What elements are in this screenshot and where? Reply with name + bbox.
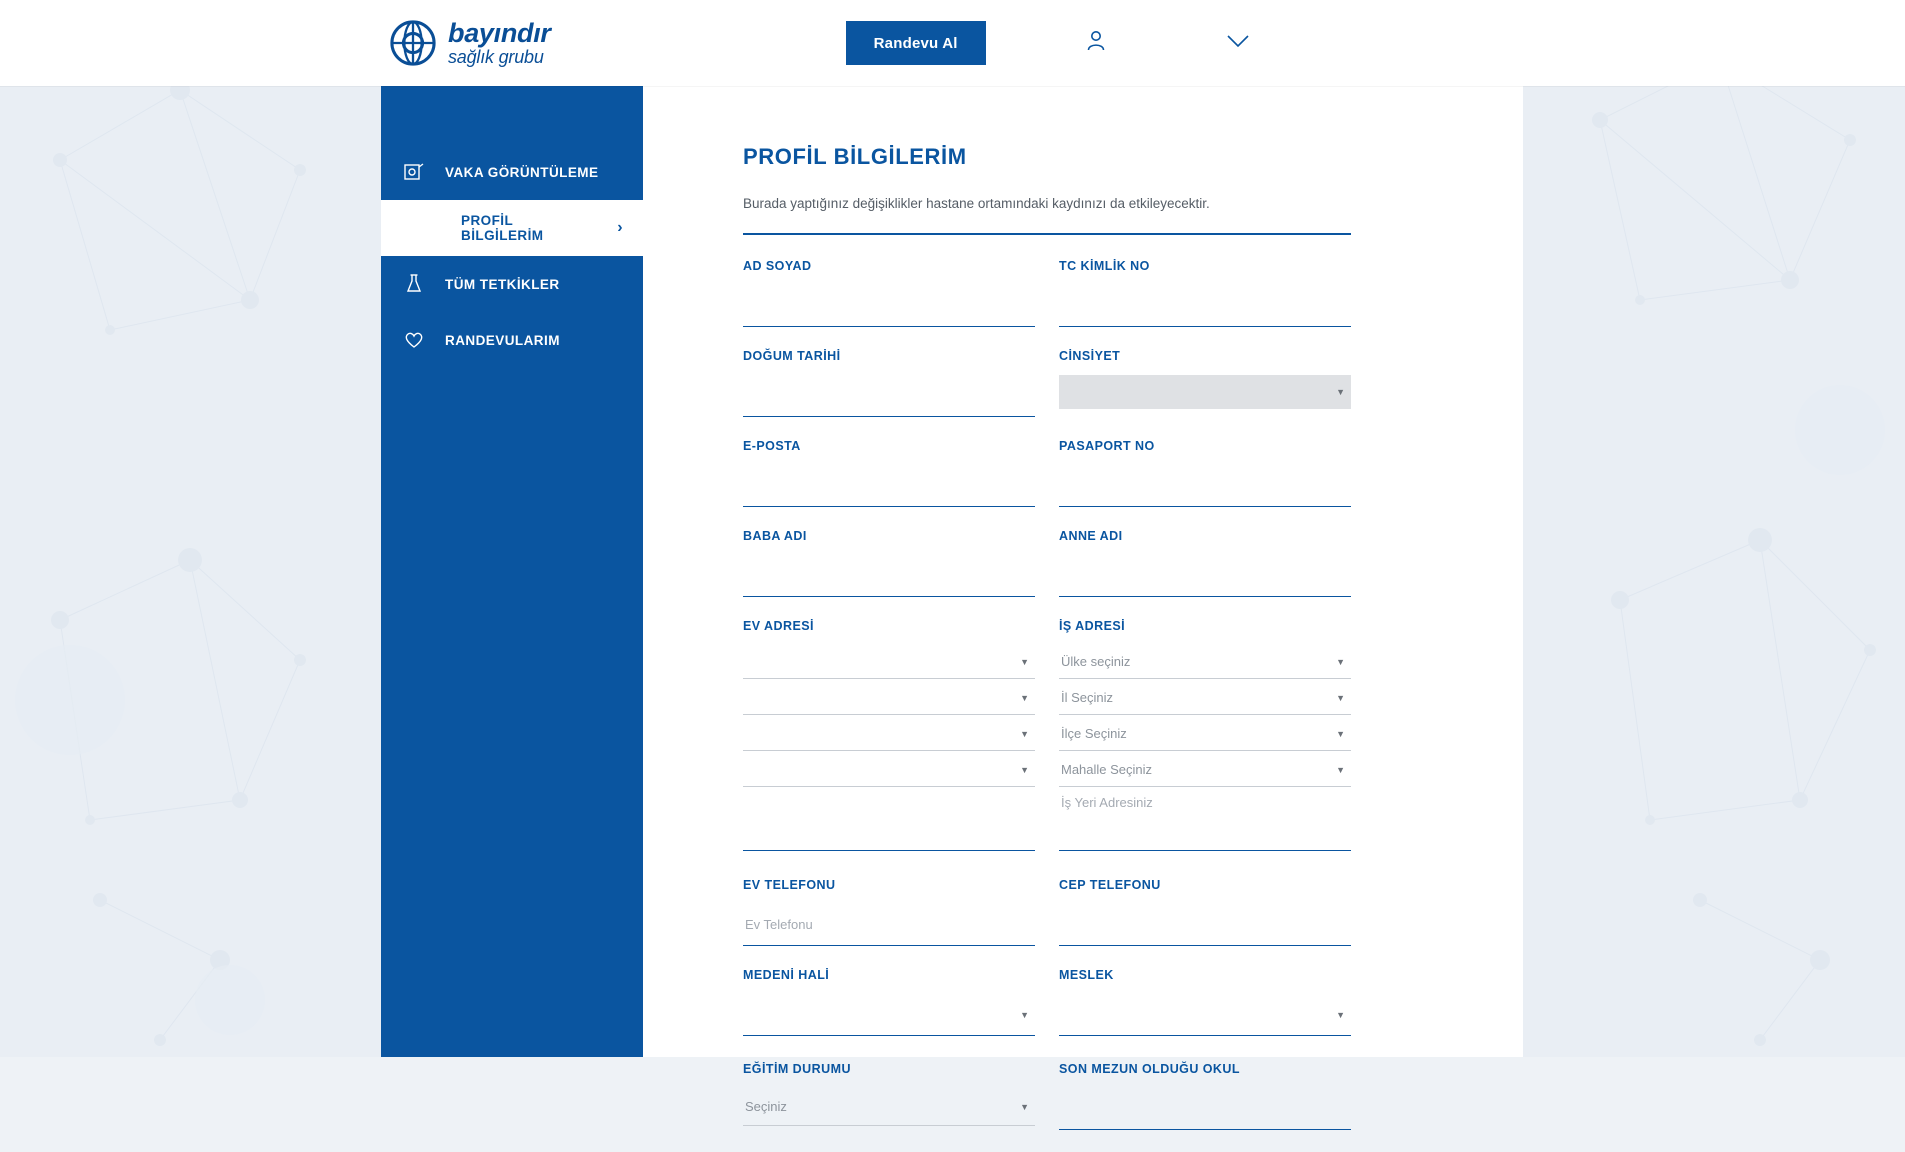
field-ad-soyad xyxy=(743,259,1035,327)
field-label: TC KİMLİK NO xyxy=(1059,259,1150,273)
logo-title: bayındır xyxy=(448,18,551,49)
field-label: BABA ADI xyxy=(743,529,807,543)
field-medeni-hali xyxy=(743,968,1035,1040)
field-label: MESLEK xyxy=(1059,968,1114,982)
is-adresi-selects xyxy=(1059,645,1351,787)
field-label: İŞ ADRESİ xyxy=(1059,619,1126,633)
field-label: E-POSTA xyxy=(743,439,801,453)
field-label: EV TELEFONU xyxy=(743,878,836,892)
chevron-down-icon: ▼ xyxy=(1020,656,1029,667)
tc-kimlik-no-input[interactable] xyxy=(1059,285,1351,327)
chevron-down-icon: ▼ xyxy=(1336,692,1345,703)
chevron-right-icon: › xyxy=(617,219,623,236)
selected-value: Seçiniz xyxy=(745,1099,787,1114)
user-account-button[interactable] xyxy=(1086,30,1106,57)
meslek-select[interactable] xyxy=(1059,994,1351,1036)
chevron-down-icon: ▼ xyxy=(1336,656,1345,667)
ev-adresi-ilce-select[interactable] xyxy=(743,717,1035,751)
sidebar-top-spacer xyxy=(381,86,643,144)
sidebar-item-label: TÜM TETKİKLER xyxy=(445,276,560,292)
sidebar-item-vaka-goruntuleme[interactable] xyxy=(381,144,643,200)
logo-subtitle: sağlık grubu xyxy=(448,46,544,67)
is-adresi-textarea[interactable] xyxy=(1059,789,1351,851)
field-label: PASAPORT NO xyxy=(1059,439,1155,453)
is-adresi-ulke-select[interactable] xyxy=(1059,645,1351,679)
field-label: DOĞUM TARİHİ xyxy=(743,349,841,363)
chevron-down-icon: ▼ xyxy=(1336,387,1345,397)
ev-telefonu-input[interactable] xyxy=(743,904,1035,946)
page-subtitle: Burada yaptığınız değişiklikler hastane ortamındaki kaydınızı da etkileyecektir. xyxy=(743,196,1210,211)
profile-form-panel xyxy=(643,86,1523,1114)
field-baba-adi xyxy=(743,529,1035,597)
field-tc-kimlik-no xyxy=(1059,259,1351,327)
is-adresi-mahalle-select[interactable] xyxy=(1059,753,1351,787)
field-label: CEP TELEFONU xyxy=(1059,878,1161,892)
field-anne-adi xyxy=(1059,529,1351,597)
selected-value: Ülke seçiniz xyxy=(1061,654,1131,669)
son-mezun-okul-input[interactable] xyxy=(1059,1088,1351,1130)
dogum-tarihi-input[interactable] xyxy=(743,375,1035,417)
field-son-mezun-olunan-okul xyxy=(1059,1062,1351,1130)
field-label: EV ADRESİ xyxy=(743,619,814,633)
logo[interactable] xyxy=(390,19,551,66)
globe-logo-icon xyxy=(390,20,436,66)
case-view-icon xyxy=(403,163,425,181)
chevron-down-icon: ▼ xyxy=(1020,692,1029,703)
chevron-down-icon: ▼ xyxy=(1020,728,1029,739)
ev-adresi-mahalle-select[interactable] xyxy=(743,753,1035,787)
field-e-posta xyxy=(743,439,1035,507)
field-label: AD SOYAD xyxy=(743,259,812,273)
form-grid xyxy=(743,259,1463,1152)
heart-icon xyxy=(403,331,425,349)
medeni-hali-select[interactable] xyxy=(743,994,1035,1036)
user-icon xyxy=(1086,30,1106,52)
appointment-button[interactable]: Randevu Al xyxy=(846,21,986,65)
ad-soyad-input[interactable] xyxy=(743,285,1035,327)
ev-adresi-selects xyxy=(743,645,1035,787)
chevron-down-icon: ▼ xyxy=(1020,1101,1029,1112)
cep-telefonu-input[interactable] xyxy=(1059,904,1351,946)
field-is-adresi xyxy=(1059,619,1351,856)
field-label: EĞİTİM DURUMU xyxy=(743,1062,851,1076)
ev-adresi-textarea[interactable] xyxy=(743,789,1035,851)
is-adresi-ilce-select[interactable] xyxy=(1059,717,1351,751)
language-dropdown-button[interactable] xyxy=(1226,33,1250,54)
field-egitim-durumu xyxy=(743,1062,1035,1130)
field-dogum-tarihi xyxy=(743,349,1035,417)
field-label: MEDENİ HALİ xyxy=(743,968,830,982)
chevron-down-icon: ▼ xyxy=(1336,1009,1345,1020)
site-header xyxy=(0,0,1905,86)
pasaport-no-input[interactable] xyxy=(1059,465,1351,507)
field-label: SON MEZUN OLDUĞU OKUL xyxy=(1059,1062,1240,1076)
sidebar-item-profil-bilgilerim[interactable] xyxy=(381,200,643,256)
chevron-down-icon: ▼ xyxy=(1020,1009,1029,1020)
chevron-down-icon: ▼ xyxy=(1020,764,1029,775)
field-ev-telefonu xyxy=(743,878,1035,946)
cinsiyet-select[interactable] xyxy=(1059,375,1351,409)
chevron-down-icon: ▼ xyxy=(1336,728,1345,739)
ev-adresi-ulke-select[interactable] xyxy=(743,645,1035,679)
field-ev-adresi xyxy=(743,619,1035,856)
field-label: ANNE ADI xyxy=(1059,529,1123,543)
chevron-down-icon: ▼ xyxy=(1336,764,1345,775)
ev-adresi-il-select[interactable] xyxy=(743,681,1035,715)
sidebar-item-tum-tetkikler[interactable] xyxy=(381,256,643,312)
title-divider xyxy=(743,233,1351,235)
sidebar xyxy=(381,86,643,1057)
sidebar-item-label: VAKA GÖRÜNTÜLEME xyxy=(445,164,599,180)
sidebar-item-label: RANDEVULARIM xyxy=(445,332,560,348)
selected-value: Mahalle Seçiniz xyxy=(1061,762,1153,777)
is-adresi-il-select[interactable] xyxy=(1059,681,1351,715)
field-cinsiyet xyxy=(1059,349,1351,417)
field-cep-telefonu xyxy=(1059,878,1351,946)
selected-value: İl Seçiniz xyxy=(1061,690,1114,705)
content-area xyxy=(0,86,1905,1114)
field-label: CİNSİYET xyxy=(1059,349,1121,363)
flask-icon xyxy=(403,274,425,294)
egitim-durumu-select[interactable] xyxy=(743,1088,1035,1126)
field-pasaport-no xyxy=(1059,439,1351,507)
field-meslek xyxy=(1059,968,1351,1040)
logo-text xyxy=(448,19,551,66)
sidebar-item-randevularim[interactable] xyxy=(381,312,643,368)
e-posta-input[interactable] xyxy=(743,465,1035,507)
chevron-down-icon xyxy=(1226,33,1250,49)
baba-adi-input[interactable] xyxy=(743,555,1035,597)
page-title: PROFİL BİLGİLERİM xyxy=(743,144,967,169)
sidebar-item-label: PROFİL BİLGİLERİM xyxy=(461,213,544,243)
selected-value: İlçe Seçiniz xyxy=(1061,726,1127,741)
anne-adi-input[interactable] xyxy=(1059,555,1351,597)
